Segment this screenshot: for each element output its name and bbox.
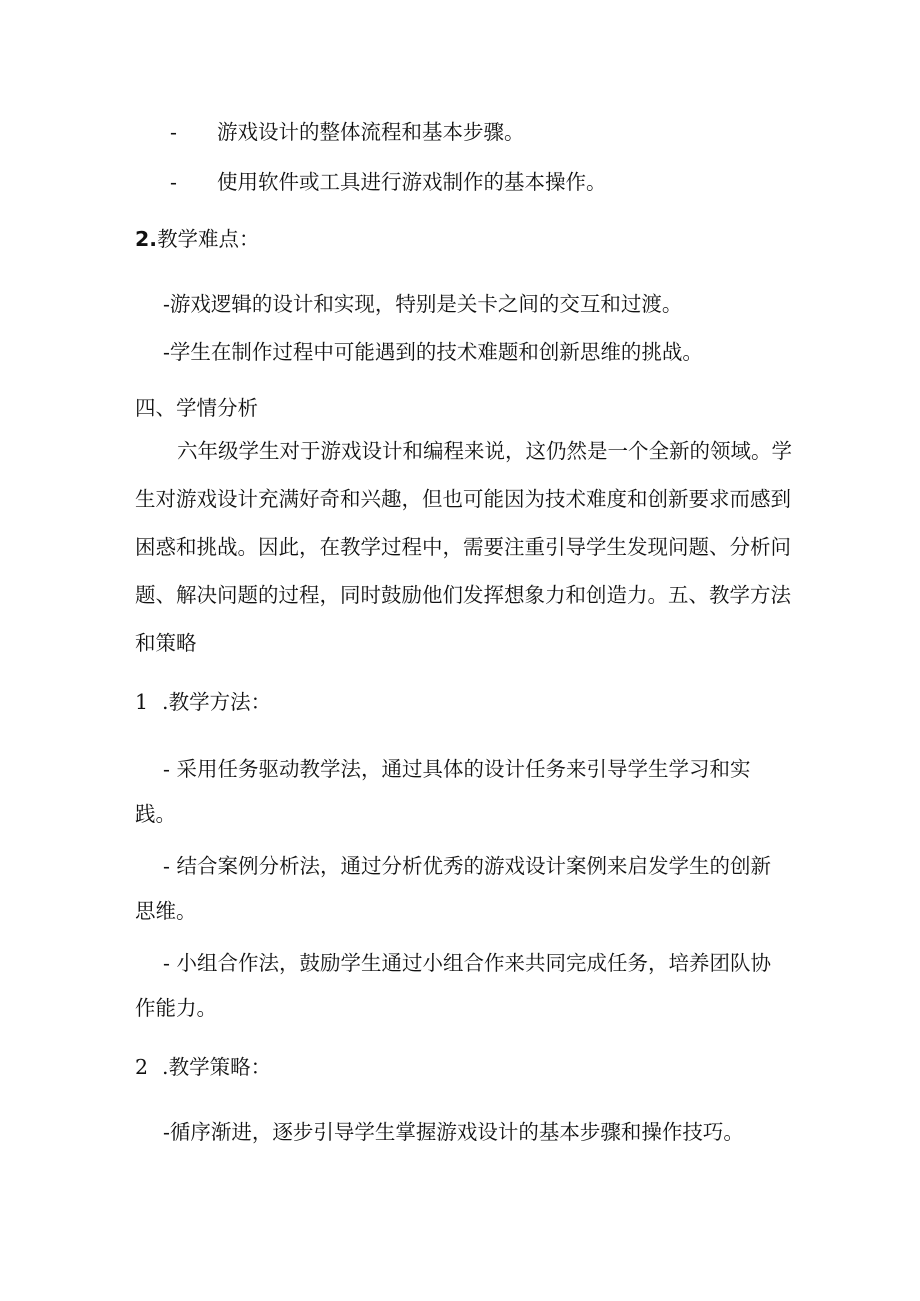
list-item: -学生在制作过程中可能遇到的技术难题和创新思维的挑战。 <box>163 340 703 364</box>
list-item-continuation: 思维。 <box>135 899 197 923</box>
heading-number: 1 <box>135 690 149 714</box>
list-item: - 采用任务驱动教学法，通过具体的设计任务来引导学生学习和实 <box>163 757 751 781</box>
section-heading-strategies <box>135 1053 271 1081</box>
list-item-continuation: 作能力。 <box>135 996 217 1020</box>
section-heading-methods <box>135 688 271 716</box>
paragraph-line: 和策略 <box>135 631 197 655</box>
list-item: -循序渐进，逐步引导学生掌握游戏设计的基本步骤和操作技巧。 <box>163 1120 744 1144</box>
paragraph-line: 困惑和挑战。因此，在教学过程中，需要注重引导学生发现问题、分析问 <box>135 535 791 559</box>
list-item: -游戏逻辑的设计和实现，特别是关卡之间的交互和过渡。 <box>163 292 683 316</box>
heading-number: 2. <box>135 227 158 251</box>
list-dash: - <box>170 120 177 144</box>
section-heading-difficulties <box>135 225 260 253</box>
list-item: 游戏设计的整体流程和基本步骤。 <box>217 120 525 144</box>
paragraph-line: 生对游戏设计充满好奇和兴趣，但也可能因为技术难度和创新要求而感到 <box>135 487 791 511</box>
heading-text: .教学策略： <box>162 1055 272 1079</box>
heading-number: 2 <box>135 1055 149 1079</box>
list-dash: - <box>170 170 177 194</box>
heading-text: 教学难点： <box>157 227 260 251</box>
list-item: - 小组合作法，鼓励学生通过小组合作来共同完成任务，培养团队协 <box>163 951 771 975</box>
list-item: - 结合案例分析法，通过分析优秀的游戏设计案例来启发学生的创新 <box>163 854 771 878</box>
list-item: 使用软件或工具进行游戏制作的基本操作。 <box>217 170 607 194</box>
list-item-continuation: 践。 <box>135 802 176 826</box>
heading-text: .教学方法： <box>162 690 272 714</box>
section-heading-analysis: 四、学情分析 <box>135 396 258 420</box>
paragraph-line: 六年级学生对于游戏设计和编程来说，这仍然是一个全新的领域。学 <box>177 439 792 463</box>
paragraph-line: 题、解决问题的过程，同时鼓励他们发挥想象力和创造力。五、教学方法 <box>135 583 791 607</box>
